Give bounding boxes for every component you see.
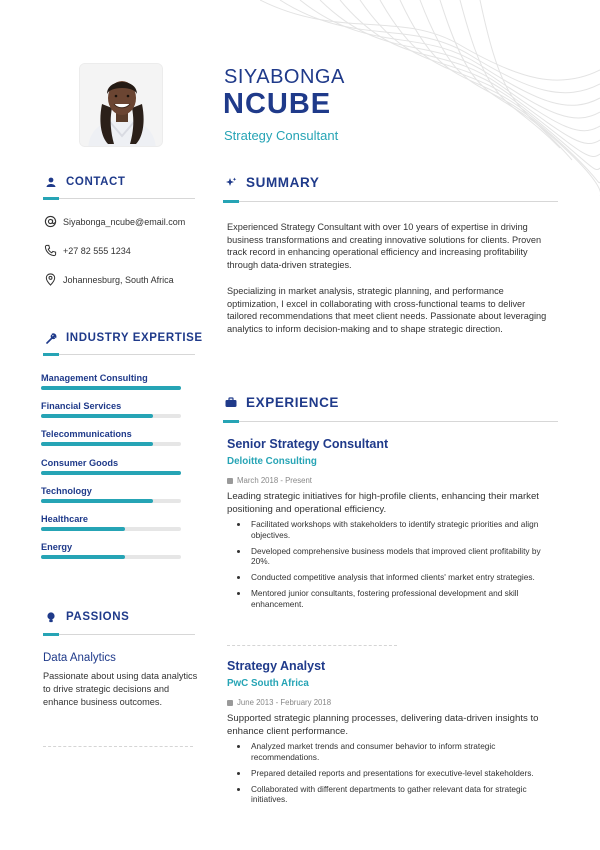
contact-email[interactable] [44,215,185,228]
expertise-title: INDUSTRY EXPERTISE [66,332,203,344]
passions-heading [44,611,129,623]
expertise-level-track [41,527,181,531]
job-dates-text: June 2013 - February 2018 [237,698,332,707]
person-icon [44,177,58,187]
sparkle-icon [224,177,238,189]
expertise-name: Management Consulting [41,373,148,383]
experience-heading [224,395,339,410]
contact-phone[interactable] [44,244,131,257]
expertise-level-fill [41,499,153,503]
job-separator [227,645,397,646]
job-bullet: Mentored junior consultants, fostering professional development and skill enhancement. [236,588,558,609]
contact-divider [43,198,195,199]
last-name: NCUBE [223,88,332,120]
expertise-item [41,373,181,390]
expertise-item [41,486,181,503]
summary-paragraph-2: Specializing in market analysis, strategic planning, and performance optimization, I excel in collaborating with cross-functional teams to deliver tailored recommendations that meet client needs. Passionate about leveraging analytics to inform decision-making and to shape strategic direction. [227,286,547,335]
expertise-name: Energy [41,542,73,553]
passion-description: Passionate about using data analytics to drive strategic decisions and enhance business outcomes. [43,671,198,707]
email-text: Siyabonga_ncube@email.com [63,216,186,227]
job-dates [227,476,312,485]
job-bullet: Collaborated with different departments to gather relevant data for strategic initiatives. [236,784,558,805]
job-bullets [236,741,558,810]
passions-divider [43,634,195,635]
expertise-name: Healthcare [41,514,88,524]
expertise-item [41,401,181,418]
contact-location [44,273,174,286]
location-text: Johannesburg, South Africa [63,274,174,285]
job-dates-text: March 2018 - Present [237,476,312,485]
expertise-item [41,542,181,559]
job-dates [227,698,331,707]
summary-heading [224,175,319,190]
job-role: Strategy Analyst [227,659,326,673]
job-title: Strategy Consultant [224,128,339,143]
job-intro: Supported strategic planning processes, delivering data-driven insights to enhance client performance. [227,713,539,737]
expertise-level-track [41,499,181,503]
summary-paragraph-1: Experienced Strategy Consultant with over 10 years of expertise in driving business transformations and creating innovative solutions for clients. Proven track record in enhancing operational efficiency and increasing profitability through data-driven strategies. [227,222,542,271]
expertise-level-track [41,414,181,418]
job-intro: Leading strategic initiatives for high-profile clients, enhancing their market positioning and operational efficiency. [227,491,539,515]
job-bullets [236,519,558,615]
expertise-name: Technology [41,485,92,496]
profile-photo-illustration [80,64,163,147]
expertise-level-fill [41,414,153,418]
summary-title: SUMMARY [246,175,320,190]
job-bullet: Conducted competitive analysis that informed clients' market entry strategies. [236,572,558,583]
passions-title: PASSIONS [66,611,130,623]
job-bullet: Prepared detailed reports and presentations for executive-level stakeholders. [236,768,558,779]
contact-heading [44,176,126,188]
contact-title: CONTACT [66,176,126,188]
job-company: Deloitte Consulting [227,456,317,467]
briefcase-icon [224,397,238,408]
expertise-level-track [41,555,181,559]
expertise-item [41,514,181,531]
job-role: Senior Strategy Consultant [227,437,389,451]
expertise-heading [44,332,203,344]
expertise-level-fill [41,442,153,446]
expertise-level-fill [41,386,181,390]
calendar-icon [227,478,233,484]
wrench-icon [44,333,58,344]
expertise-level-fill [41,471,181,475]
job-company: PwC South Africa [227,678,309,689]
job-bullet: Developed comprehensive business models that improved client profitability by 20%. [236,546,558,567]
phone-icon [44,244,57,257]
expertise-level-fill [41,555,125,559]
calendar-icon [227,700,233,706]
expertise-level-fill [41,527,125,531]
expertise-level-track [41,386,181,390]
expertise-divider [43,354,195,355]
at-icon [44,215,57,228]
experience-divider [223,421,558,422]
job-bullet: Facilitated workshops with stakeholders to identify strategic priorities and align objectives. [236,519,558,540]
expertise-item [41,458,181,475]
profile-photo [79,63,163,147]
expertise-name: Financial Services [41,401,122,412]
summary-divider [223,201,558,202]
expertise-level-track [41,471,181,475]
phone-text: +27 82 555 1234 [63,245,131,256]
lightbulb-icon [44,612,58,623]
passion-separator [43,746,193,747]
location-pin-icon [44,273,57,286]
first-name: SIYABONGA [224,66,345,88]
expertise-name: Telecommunications [41,429,132,440]
job-bullet: Analyzed market trends and consumer behavior to inform strategic recommendations. [236,741,558,762]
expertise-name: Consumer Goods [41,457,119,468]
passion-name: Data Analytics [43,652,116,664]
experience-title: EXPERIENCE [246,395,340,410]
expertise-item [41,429,181,446]
expertise-level-track [41,442,181,446]
